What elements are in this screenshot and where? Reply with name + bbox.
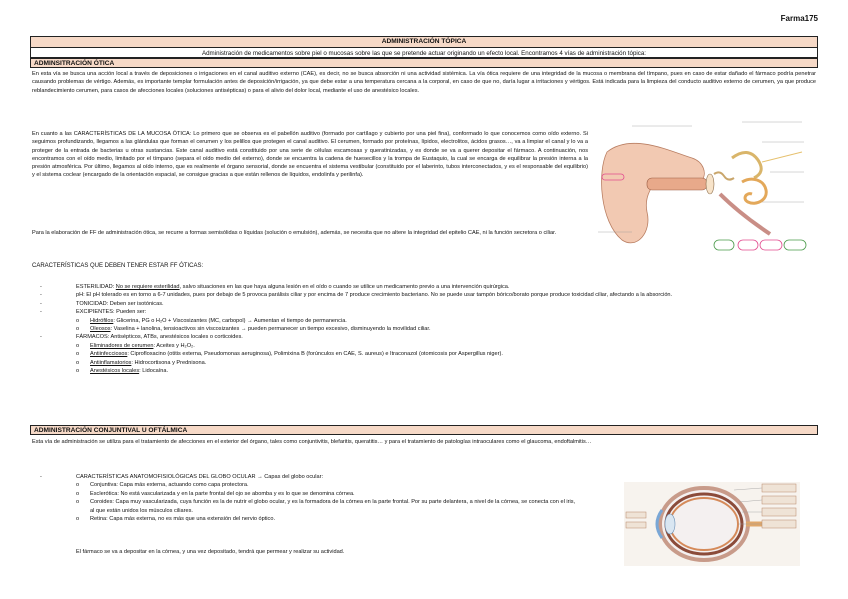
title-block xyxy=(30,36,818,58)
list-subitem: o Anestésicos locales: Lidocaína. xyxy=(76,368,169,375)
list-subitem: o Hidrófilos: Glicerina, PG o H₂O + Viscosizantes (MC, carbopol) → Aumentan el tiempo de permanencia. xyxy=(76,317,347,324)
brand-header: Farma175 xyxy=(780,14,818,23)
list-item: - ESTERILIDAD: No se requiere esterilidad, salvo situaciones en las que haya alguna lesión en el oído o cuando se utilice un medicamento previo a una intervención quirúrgica. xyxy=(40,284,510,290)
ear-anatomy-image xyxy=(592,112,810,266)
list-item: - pH: El pH tolerado es en torno a 6-7 unidades, pues por debajo de 5 provoca parálisis ciliar y por encima de 7 produce crecimiento bacteriano. No se puede usar tampón bórico/borato porque produce toxicidad ciliar, afectando a la absorción. xyxy=(40,292,673,299)
list-subitem: o Esclerótica: No está vascularizada y en la parte frontal del ojo se abomba y es lo que se denomina córnea. xyxy=(76,490,355,497)
list-subitem: o Conjuntiva: Capa más externa, actuando como capa protectora. xyxy=(76,482,249,489)
list-subitem: o Antiinflamatorios: Hidrocortisona y Prednisona. xyxy=(76,359,207,366)
page-title: ADMINISTRACIÓN TÓPICA xyxy=(31,37,817,48)
oftalmica-final: El fármaco se va a depositar en la córnea, y una vez depositado, tendrá que permear y realizar su actividad. xyxy=(76,549,345,555)
list-subitem: o Antiinfecciosos: Ciprofloxacino (otitis externa, Pseudomonas aeruginosa), Polimixina B (forúnculos en CAE, S. aureus) e Itraconazol (otomicosis por Aspergillus niger). xyxy=(76,351,503,358)
page-subtitle: Administración de medicamentos sobre piel o mucosas sobre las que se pretende actuar originando un efecto local. Encontramos 4 vías de administración tópica: xyxy=(201,50,647,57)
otica-ff: Para la elaboración de FF de administración ótica, se recurre a formas semisólidas o líquidas (solución o emulsión), además, se necesita que no altere la integridad del epitelio CAE, ni la función secretora o ciliar. xyxy=(32,230,557,236)
list-subitem: o Retina: Capa más externa, no es más que una extensión del nervio óptico. xyxy=(76,516,276,523)
list-item: - FÁRMACOS: Antisépticos, ATBs, anestésicos locales o corticoides. xyxy=(40,334,243,341)
oftalmica-intro: Esta vía de administración se utiliza para el tratamiento de afecciones en el exterior del órgano, tales como conjuntivitis, blefaritis, queratitis… y para el tratamiento de patologías intraoculares como el glaucoma, endoftalmitis… xyxy=(32,439,592,445)
eye-anatomy-image xyxy=(624,482,800,566)
oftalmica-anatomy-list xyxy=(40,473,580,523)
list-subitem: o Coroides: Capa muy vascularizada, cuya función es la de nutrir el globo ocular, y es la formadora de la córnea en la parte frontal. Por su parte delantera, a nivel de la córnea, se conecta con el iris, al que están unidos los músculos ciliares. xyxy=(76,499,576,514)
list-item: - CARACTERÍSTICAS ANATOMOFISIOLÓGICAS DEL GLOBO OCULAR → Capas del globo ocular: xyxy=(40,474,324,480)
list-subitem: o Oleosos: Vaselina + lanolina, tensioactivos sin viscosizantes → pueden permanecer un tiempo excesivo, disminuyendo la movilidad ciliar. xyxy=(76,326,431,333)
list-item: - TONICIDAD: Deben ser isotónicas. xyxy=(40,300,164,307)
otica-intro: En esta vía se busca una acción local a través de deposiciones o irrigaciones en el canal auditivo externo (CAE), es decir, no se busca absorción ni una actividad sistémica. La vía ótica requiere de una integridad de la mucosa o membrana del tímpano, pues en caso de estar dañado el fármaco podría penetrar causando problemas de vértigo. Además, es importante templar formulación antes de deposición/irrigación, ya que debe estar a una temperatura cercana a la corporal, en caso de que no, daría lugar a irritaciones y vértigos. Está indicada para la limpieza del conducto auditivo externo de cerumen, ya que produce reblandecimiento cerumen, para casos de afecciones locales (soluciones antisépticas) o para el alivio del dolor local, mediante el uso de anestésico locales. xyxy=(32,71,816,94)
otica-characteristics-heading: CARACTERÍSTICAS QUE DEBEN TENER ESTAR FF ÓTICAS: xyxy=(32,263,204,269)
otica-characteristics-list xyxy=(40,283,810,375)
list-subitem: o Eliminadores de cerumen: Aceites y H₂O₂. xyxy=(76,342,195,349)
list-item: - EXCIPIENTES: Pueden ser: xyxy=(40,309,147,316)
otica-mucosa: En cuanto a las CARACTERÍSTICAS DE LA MUCOSA ÓTICA: Lo primero que se observa es el pabellón auditivo (formado por cartílago y cubierto por una piel fina), conformado lo que conocemos como oído externo. Si seguimos profundizando, llegamos a las glándulas que forman el cerumen y los pelillos que protegen el canal auditivo. El cerumen, formado por proteínas, lípidos, electrolitos, ácidos grasos…, va a limpiar el canal y lo va a proteger de la entrada de bacterias u otras sustancias. Este canal auditivo está constituido por una serie de células escamosas y queratinizadas, y es donde se va a querer depositar el fármaco. A continuación, nos encontramos con el oído medio, limitado por el tímpano (separa el oído medio del externo), donde se encuentra la cadena de huesecillos y la trompa de Eustaquio, la cual se encarga de equilibrar la presión interna a la presión atmosférica. Por último, llegamos al oído interno, que es realmente el órgano sensorial, donde se encuentra el sistema vestibular (constituido por el laberinto, tubos interconectados, y es el responsable del equilibrio) y el sistema coclear (encargado de la orientación espacial, se consigue gracias a que están rellenos de líquidos, endolinfa y perilinfa). xyxy=(32,131,588,179)
section-heading-otica: ADMINSITRACIÓN ÓTICA xyxy=(30,58,818,68)
section-heading-oftalmica: ADMINISTRACIÓN CONJUNTIVAL U OFTÁLMICA xyxy=(30,425,818,435)
